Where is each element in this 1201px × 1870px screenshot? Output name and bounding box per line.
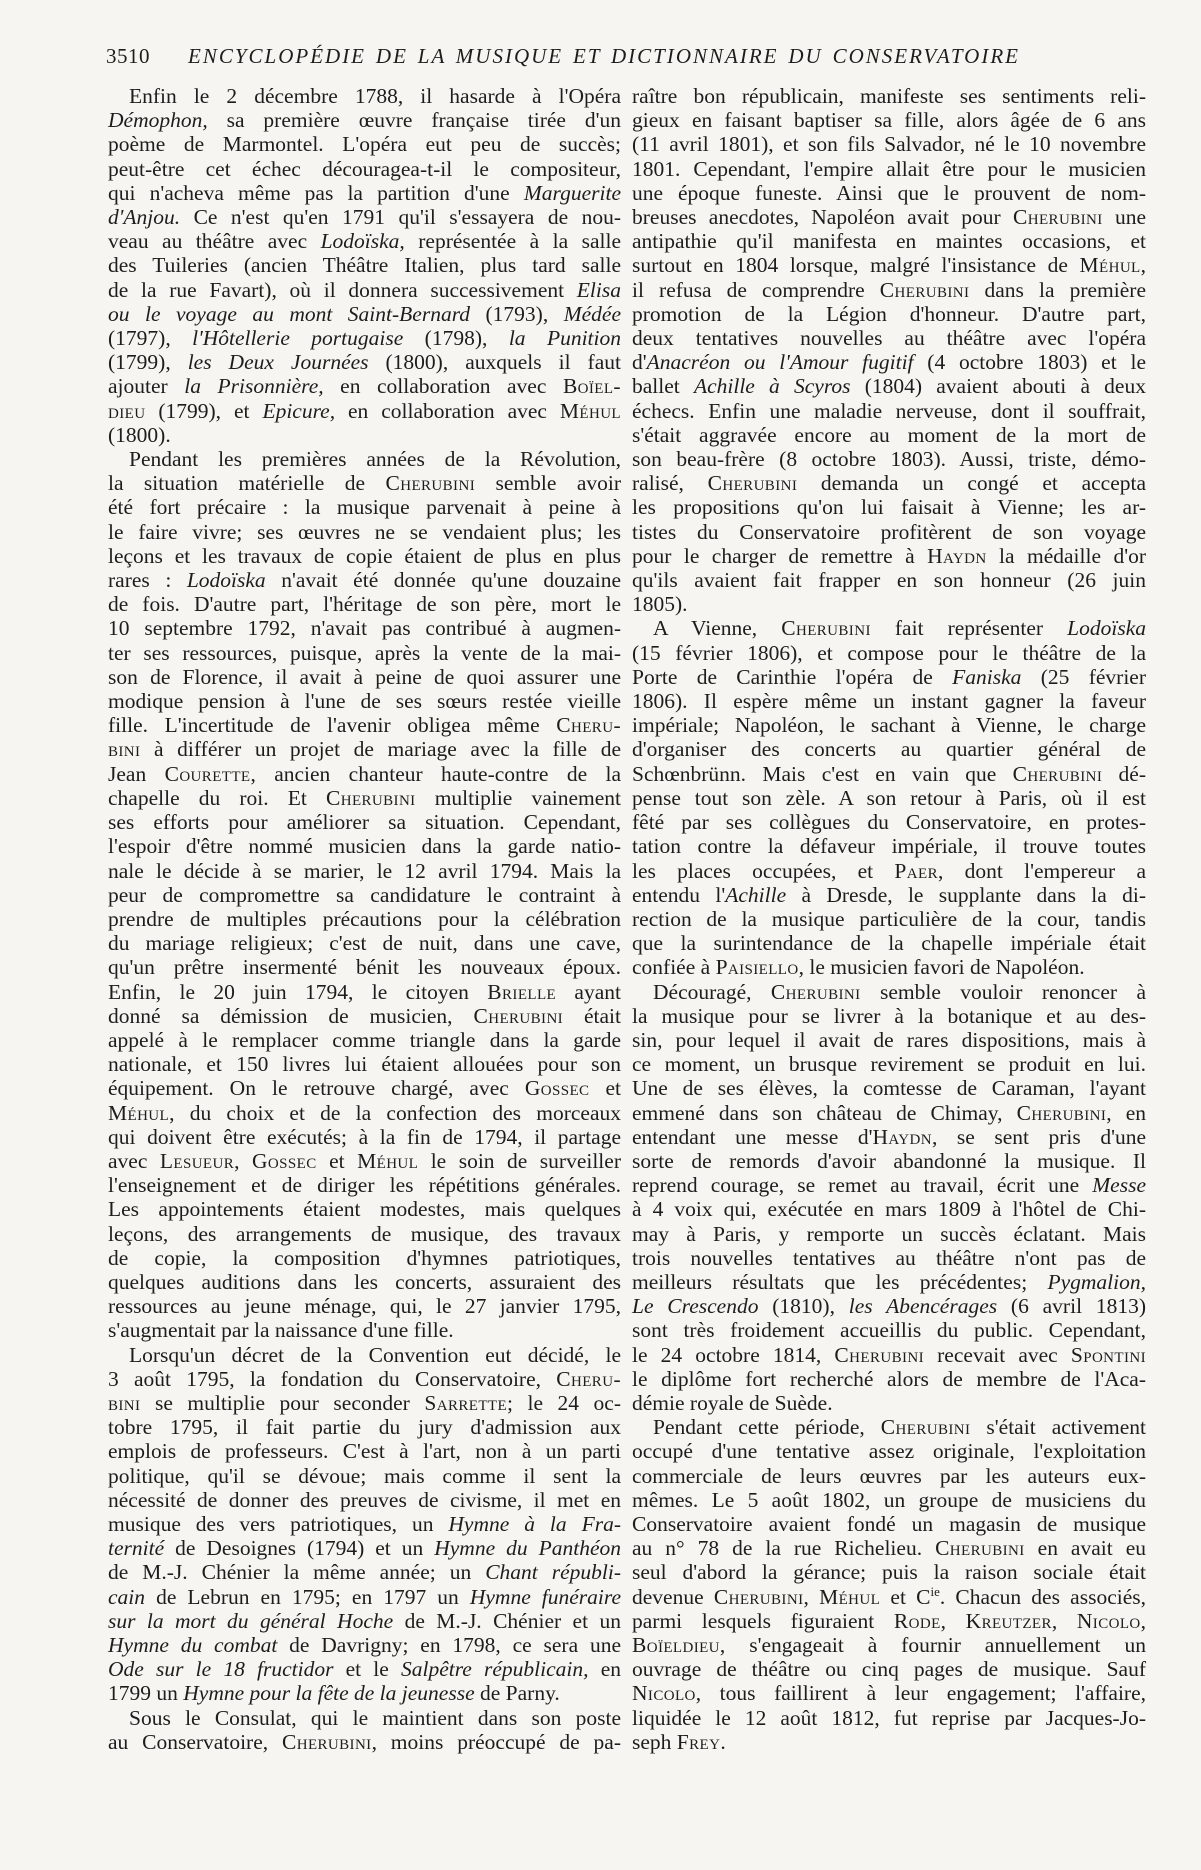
text-line: Sous le Consulat, qui le maintient dans son poste [129, 1705, 621, 1730]
italic-title: l'Hôtellerie portugaise [192, 326, 404, 351]
italic-title: Achille [725, 882, 787, 907]
text-line: surtout en 1804 lorsque, malgré l'insistance de Méhul, [632, 253, 1146, 278]
superscript: ie [930, 1584, 940, 1599]
small-caps-name: Cherubini [473, 1003, 564, 1028]
italic-title: Hymne du Panthéon [434, 1536, 621, 1561]
small-caps-name: Méhul [357, 1148, 419, 1173]
text-line: entendant une messe d'Haydn, se sent pris d'une [632, 1124, 1146, 1149]
text-line: deux tentatives nouvelles au théâtre avec l'opéra [632, 326, 1146, 351]
italic-title: Hymne du combat [108, 1633, 278, 1657]
text-line: l'espoir d'être nommé musicien dans la garde natio- [108, 834, 621, 859]
italic-title: Achille à Scyros [693, 374, 851, 399]
text-line: 1801. Cependant, l'empire allait être pour le musicien [632, 156, 1146, 181]
text-line: emplois de professeurs. C'est à l'art, non à un parti [108, 1439, 621, 1464]
text-line: Pendant cette période, Cherubini s'était activement [653, 1415, 1147, 1440]
italic-title: la Punition [508, 326, 622, 351]
text-line: devenue Cherubini, Méhul et $C^{ie}$. Chacun des associés, [632, 1584, 1147, 1609]
text-line: trois nouvelles tentatives au théâtre n'ont pas de [632, 1245, 1146, 1270]
small-caps-name: Rode [893, 1608, 941, 1633]
text-line: du mariage religieux; c'est de nuit, dans une cave, [108, 931, 621, 956]
text-line: d'Anjou. Ce n'est qu'en 1791 qu'il s'essayera de nou- [108, 205, 621, 230]
text-line: entendu l'Achille à Dresde, le supplante dans la di- [632, 882, 1147, 907]
small-caps-name: dieu [108, 398, 146, 423]
text-line: Enfin, le 20 juin 1794, le citoyen Brielle ayant [108, 979, 621, 1004]
text-line: donné sa démission de musicien, Cherubini était [108, 1003, 621, 1028]
small-caps-name: Cherubini [781, 616, 871, 641]
text-line: les propositions qu'on lui faisait à Vienne; les ar- [632, 495, 1146, 520]
italic-title: Hymne à la Fra- [448, 1511, 621, 1536]
text-line: (11 avril 1801), et son fils Salvador, né le 10 novembre [632, 132, 1146, 157]
text-line: 1799 un Hymne pour la fête de la jeunesse de Parny. [108, 1681, 560, 1706]
small-caps-name: Cherubini [935, 1536, 1025, 1561]
text-line: au Conservatoire, Cherubini, moins préoccupé de pa- [108, 1729, 621, 1754]
text-line: rares : Lodoïska n'avait été donnée qu'une douzaine [108, 568, 621, 593]
italic-title: d'Anjou. [108, 205, 181, 230]
italic-title: Epicure, [262, 398, 336, 423]
italic-title: Médée [563, 301, 621, 326]
text-line: pour le charger de remettre à Haydn la médaille d'or [632, 543, 1146, 568]
italic-title: ou le voyage au mont Saint-Bernard [108, 301, 471, 326]
small-caps-name: Cherubini [1013, 205, 1103, 230]
small-caps-name: Courette [164, 761, 251, 786]
text-line: ballet Achille à Scyros (1804) avaient abouti à deux [632, 374, 1146, 399]
italic-title: ternité [108, 1536, 165, 1561]
text-line: fêté par ses collègues du Conservatoire, en protes- [632, 810, 1146, 835]
text-column-right [632, 84, 1146, 1754]
text-line: reprend courage, se remet au travail, écrit une Messe [632, 1173, 1146, 1198]
text-line: que la surintendance de la chapelle impériale était [632, 931, 1146, 956]
italic-title: Ode sur le 18 fructidor [108, 1657, 334, 1682]
text-line: confiée à Paisiello, le musicien favori de Napoléon. [632, 955, 1085, 980]
small-caps-name: Frey [676, 1729, 721, 1754]
text-line: au n° 78 de la rue Richelieu. Cherubini en avait eu [632, 1536, 1146, 1561]
small-caps-name: Haydn [927, 543, 987, 568]
small-caps-name: Cheru- [556, 1366, 621, 1391]
text-line: sur la mort du général Hoche de M.-J. Chénier et un [108, 1608, 621, 1633]
italic-title: Anacréon ou l'Amour fugitif [646, 350, 914, 375]
text-line: breuses anecdotes, Napoléon avait pour Cherubini une [632, 205, 1146, 230]
small-caps-name: Cherubini [880, 1415, 971, 1440]
italic-title: Hymne funéraire [469, 1584, 621, 1609]
italic-title: Lodoïska [186, 568, 266, 593]
small-caps-name: Boïel- [562, 374, 621, 399]
small-caps-name: Cherubini [713, 1584, 804, 1609]
small-caps-name: Méhul [1079, 253, 1141, 278]
text-line: Porte de Carinthie l'opéra de Faniska (25 février [632, 664, 1146, 689]
text-line: 1806). Il espère même un instant gagner la faveur [632, 689, 1146, 714]
text-line: sont très froidement accueillis du public. Cependant, [632, 1318, 1146, 1343]
text-line: ter ses ressources, puisque, après la vente de la mai- [108, 640, 621, 665]
text-line: promotion de la Légion d'honneur. D'autre part, [632, 301, 1146, 326]
text-line: Enfin le 2 décembre 1788, il hasarde à l'Opéra [129, 84, 621, 108]
small-caps-name: Cherubini [770, 979, 861, 1004]
text-line: seul d'abord la gérance; puis la raison sociale était [632, 1560, 1146, 1585]
italic-title: Lodoïska [1067, 616, 1146, 641]
small-caps-name: Cherubini [325, 785, 416, 810]
text-line: qu'ils avaient fait frapper en son honneur (26 juin [632, 568, 1146, 593]
small-caps-name: Gossec [252, 1148, 317, 1173]
paragraph [108, 1343, 621, 1706]
text-line: Découragé, Cherubini semble vouloir renoncer à [653, 979, 1147, 1004]
text-line: s'augmentait par la naissance d'une fille. [108, 1318, 454, 1343]
text-line: (15 février 1806), et compose pour le théâtre de la [632, 640, 1146, 665]
text-line: le 24 octobre 1814, Cherubini recevait avec Spontini [632, 1342, 1146, 1367]
small-caps-name: Cherubini [281, 1729, 372, 1754]
text-line: gieux en faisant baptiser sa fille, alors âgée de 6 ans [632, 108, 1146, 133]
small-caps-name: Cherubini [385, 471, 476, 496]
text-line: modique pension à l'une de ses sœurs restée vieille [108, 689, 621, 714]
small-caps-name: Cherubini [834, 1342, 925, 1367]
text-line: fille. L'incertitude de l'avenir obligea même Cheru- [108, 713, 621, 738]
small-caps-name: Sarrette [424, 1390, 508, 1415]
text-line: Pendant les premières années de la Révolution, [129, 447, 621, 472]
small-caps-name: Gossec [524, 1076, 590, 1101]
text-line: Nicolo, tous faillirent à leur engagement; l'affaire, [632, 1681, 1146, 1706]
text-line: ce moment, un brusque revirement se produit en lui. [632, 1052, 1146, 1077]
text-line: meilleurs résultats que les précédentes; Pygmalion, [632, 1269, 1146, 1294]
text-line: qu'un prêtre insermenté bénit les nouveaux époux. [108, 955, 621, 980]
text-line: la musique pour se livrer à la botanique et au des- [632, 1003, 1146, 1028]
small-caps-name: Cheru- [556, 713, 621, 738]
text-line: s'était aggravée encore au moment de la mort de [632, 422, 1146, 447]
text-line: leçons et les travaux de copie étaient de plus en plus [108, 543, 621, 568]
text-line: may à Paris, y remporte un succès éclatant. Mais [632, 1221, 1146, 1246]
small-caps-name: Spontini [1070, 1342, 1146, 1367]
text-line: son de Florence, il avait à peine de quoi assurer une [108, 664, 621, 689]
text-line: il refusa de comprendre Cherubini dans la première [632, 277, 1146, 302]
small-caps-name: Nicolo [632, 1681, 696, 1706]
text-line: occupé d'une tentative assez originale, l'exploitation [632, 1439, 1146, 1464]
text-line: prendre de multiples précautions pour la célébration [108, 906, 621, 931]
text-line: parmi lesquels figuraient Rode, Kreutzer, Nicolo, [632, 1608, 1147, 1633]
italic-title: les Abencérages [848, 1294, 998, 1319]
text-line: Lorsqu'un décret de la Convention eut décidé, le [129, 1342, 621, 1367]
small-caps-name: Kreutzer [965, 1608, 1052, 1633]
text-line: les places occupées, et Paer, dont l'empereur a [632, 858, 1146, 883]
text-line: commerciale de leurs œuvres par les auteurs eux- [632, 1463, 1146, 1488]
text-line: de fois. D'autre part, l'héritage de son père, mort le [108, 592, 621, 617]
small-caps-name: Méhul [819, 1584, 881, 1609]
text-line: tation contre la défaveur impériale, il trouve toutes [632, 834, 1146, 859]
italic-title: la Prisonnière, [184, 374, 324, 399]
text-line: poème de Marmontel. L'opéra eut peu de succès; [108, 132, 621, 157]
text-line: 3 août 1795, la fondation du Conservatoire, Cheru- [108, 1366, 621, 1391]
italic-title: Démophon, [108, 108, 208, 133]
text-line: nationale, et 150 livres lui étaient allouées pour son [108, 1052, 621, 1077]
text-line: (1800). [108, 422, 171, 447]
text-line: avec Lesueur, Gossec et Méhul le soin de surveiller [108, 1148, 621, 1173]
text-line: d'organiser des concerts au quartier général de [632, 737, 1146, 762]
page-number: 3510 [106, 44, 150, 68]
text-line: Une de ses élèves, la comtesse de Caraman, l'ayant [632, 1076, 1146, 1101]
text-line: des Tuileries (ancien Théâtre Italien, plus tard salle [108, 253, 621, 278]
text-line: de M.-J. Chénier la même année; un Chant républi- [108, 1560, 621, 1585]
text-line: quelques auditions dans les concerts, assuraient des [108, 1269, 621, 1294]
text-line: seph Frey. [632, 1729, 726, 1754]
small-caps-name: Nicolo [1076, 1608, 1141, 1633]
text-line: bini à différer un projet de mariage avec la fille de [108, 737, 621, 762]
text-line: ajouter la Prisonnière, en collaboration avec Boïel- [108, 374, 621, 399]
running-title: ENCYCLOPÉDIE DE LA MUSIQUE ET DICTIONNAIRE DU CONSERVATOIRE [188, 44, 1020, 68]
text-line: emmené dans son château de Chimay, Cherubini, en [632, 1100, 1146, 1125]
text-line: Méhul, du choix et de la confection des morceaux [108, 1100, 621, 1125]
paragraph [632, 1415, 1146, 1754]
text-line: le diplôme fort recherché alors de membre de l'Aca- [632, 1366, 1146, 1391]
text-line: ressources au jeune ménage, qui, le 27 janvier 1795, [108, 1294, 621, 1319]
text-line: à 4 voix qui, exécutée en mars 1809 à l'hôtel de Chi- [632, 1197, 1146, 1222]
paragraph [632, 616, 1146, 979]
small-caps-name: Lesueur [159, 1148, 235, 1173]
text-line: de copie, la composition d'hymnes patriotiques, [108, 1245, 621, 1270]
text-line: qui n'acheva même pas la partition d'une Marguerite [108, 180, 621, 205]
text-line: équipement. On le retrouve chargé, avec Gossec et [108, 1076, 621, 1101]
text-line: démie royale de Suède. [632, 1390, 833, 1415]
paragraph [108, 447, 621, 1343]
text-line: 1805). [632, 592, 688, 617]
text-line: pense tout son zèle. A son retour à Paris, où il est [632, 785, 1146, 810]
italic-title: Le Crescendo [632, 1294, 759, 1319]
small-caps-name: Cherubini [1012, 761, 1103, 786]
text-column-left [108, 84, 621, 1754]
small-caps-name: Cherubini [707, 471, 798, 496]
italic-title: Salpêtre républicain, [401, 1657, 589, 1682]
small-caps-name: Haydn [872, 1124, 932, 1149]
text-line: impériale; Napoléon, le sachant à Vienne, le charge [632, 713, 1146, 738]
text-line: tobre 1795, il fait partie du jury d'admission aux [108, 1415, 621, 1440]
paragraph [108, 84, 621, 447]
small-caps-name: Boïeldieu [632, 1633, 720, 1657]
italic-title: Elisa [576, 277, 621, 302]
text-line: nécessité de donner des preuves de civisme, il met en [108, 1487, 621, 1512]
text-line: chapelle du roi. Et Cherubini multiplie vainement [108, 785, 621, 810]
text-line: ternité de Desoignes (1794) et un Hymne du Panthéon [108, 1536, 621, 1561]
text-line: antipathie qu'il manifesta en maintes occasions, et [632, 229, 1146, 254]
text-line: son beau-frère (8 octobre 1803). Aussi, triste, démo- [632, 447, 1146, 472]
text-line: (1797), l'Hôtellerie portugaise (1798), la Punition [108, 326, 622, 351]
italic-title: Messe [1092, 1173, 1146, 1198]
paragraph [632, 980, 1146, 1416]
paragraph [632, 84, 1146, 616]
text-line: Le Crescendo (1810), les Abencérages (6 avril 1813) [632, 1294, 1147, 1319]
text-line: 10 septembre 1792, n'avait pas contribué à augmen- [108, 616, 621, 641]
text-line: bini se multiplie pour seconder Sarrette; le 24 oc- [108, 1390, 621, 1415]
text-line: (1799), les Deux Journées (1800), auxquels il faut [108, 350, 621, 375]
text-line: été fort précaire : la musique parvenait à peine à [108, 495, 621, 520]
text-line: Boïeldieu, s'engageait à fournir annuellement un [632, 1633, 1146, 1657]
italic-title: les Deux Journées [187, 350, 369, 375]
text-line: peut-être cet échec découragea-t-il le compositeur, [108, 156, 621, 181]
text-line: ralisé, Cherubini demanda un congé et accepta [632, 471, 1147, 496]
text-line: rection de la musique particulière de la cour, tandis [632, 906, 1146, 931]
italic-title: Lodoïska, [320, 229, 405, 254]
italic-title: sur la mort du général Hoche [108, 1608, 394, 1633]
text-line: Schœnbrünn. Mais c'est en vain que Cherubini dé- [632, 761, 1147, 786]
italic-title: Chant républi- [485, 1560, 621, 1585]
text-line: Hymne du combat de Davrigny; en 1798, ce sera une [108, 1633, 621, 1657]
text-line: Ode sur le 18 fructidor et le Salpêtre républicain, en [108, 1657, 621, 1682]
small-caps-name: Paisiello [715, 955, 799, 980]
text-line: une époque funeste. Ainsi que le prouvent de nom- [632, 180, 1146, 205]
text-line: appelé à le remplacer comme triangle dans la garde [108, 1027, 621, 1052]
text-line: Les appointements étaient modestes, mais quelques [108, 1197, 621, 1222]
text-line: tistes du Conservatoire profitèrent de son voyage [632, 519, 1146, 544]
text-line: dieu (1799), et Epicure, en collaboration avec Méhul [108, 398, 621, 423]
text-line: Jean Courette, ancien chanteur haute-contre de la [108, 761, 622, 786]
small-caps-name: Brielle [487, 979, 557, 1004]
text-line: échecs. Enfin une maladie nerveuse, dont il souffrait, [632, 398, 1146, 423]
small-caps-name: Méhul [108, 1100, 170, 1125]
italic-title: cain [108, 1584, 146, 1609]
text-line: leçons, des arrangements de musique, des travaux [108, 1221, 621, 1246]
paragraph [108, 1706, 621, 1754]
text-line: qui doivent être exécutés; à la fin de 1794, il partage [108, 1124, 621, 1149]
text-line: mêmes. Le 5 août 1802, un groupe de musiciens du [632, 1487, 1146, 1512]
text-line: Conservatoire avaient fondé un magasin de musique [632, 1511, 1146, 1536]
text-line: l'enseignement et de diriger les répétitions générales. [108, 1173, 621, 1198]
text-line: nale le décide à se marier, le 12 avril 1794. Mais la [108, 858, 621, 883]
text-line: le faire vivre; ses œuvres ne se vendaient plus; les [108, 519, 621, 544]
text-line: liquidée le 12 août 1812, fut reprise par Jacques-Jo- [632, 1705, 1146, 1730]
italic-title: Marguerite [523, 180, 621, 205]
small-caps-name: bini [108, 1390, 141, 1415]
text-line: sorte de remords d'avoir abandonné la musique. Il [632, 1148, 1146, 1173]
text-line: cain de Lebrun en 1795; en 1797 un Hymne funéraire [108, 1584, 621, 1609]
text-line: ses efforts pour améliorer sa situation. Cependant, [108, 810, 621, 835]
text-line: politique, qu'il se dévoue; mais comme il sent la [108, 1463, 621, 1488]
text-line: musique des vers patriotiques, un Hymne à la Fra- [108, 1511, 621, 1536]
text-line: de la rue Favart), où il donnera successivement Elisa [108, 277, 621, 302]
text-line: raître bon républicain, manifeste ses sentiments reli- [632, 84, 1146, 108]
text-line: A Vienne, Cherubini fait représenter Lodoïska [653, 616, 1146, 641]
small-caps-name: Cherubini [1016, 1100, 1107, 1125]
small-caps-name: Méhul [559, 398, 621, 423]
text-line: Démophon, sa première œuvre française tirée d'un [108, 108, 621, 133]
italic-title: Faniska [952, 664, 1022, 689]
text-line: d'Anacréon ou l'Amour fugitif (4 octobre 1803) et le [632, 350, 1146, 375]
text-line: ouvrage de théâtre ou cinq pages de musique. Sauf [632, 1657, 1146, 1682]
text-line: ou le voyage au mont Saint-Bernard (1793), Médée [108, 301, 621, 326]
text-line: la situation matérielle de Cherubini semble avoir [108, 471, 622, 496]
small-caps-name: bini [108, 737, 141, 762]
italic-title: Pygmalion, [1047, 1269, 1146, 1294]
small-caps-name: Paer [894, 858, 938, 883]
italic-title: Hymne pour la fête de la jeunesse [183, 1681, 475, 1706]
text-line: veau au théâtre avec Lodoïska, représentée à la salle [108, 229, 621, 254]
small-caps-name: Cherubini [879, 277, 970, 302]
text-line: sin, pour lequel il avait de rares dispositions, mais à [632, 1027, 1146, 1052]
text-line: peur de compromettre sa candidature le contraint à [108, 882, 621, 907]
